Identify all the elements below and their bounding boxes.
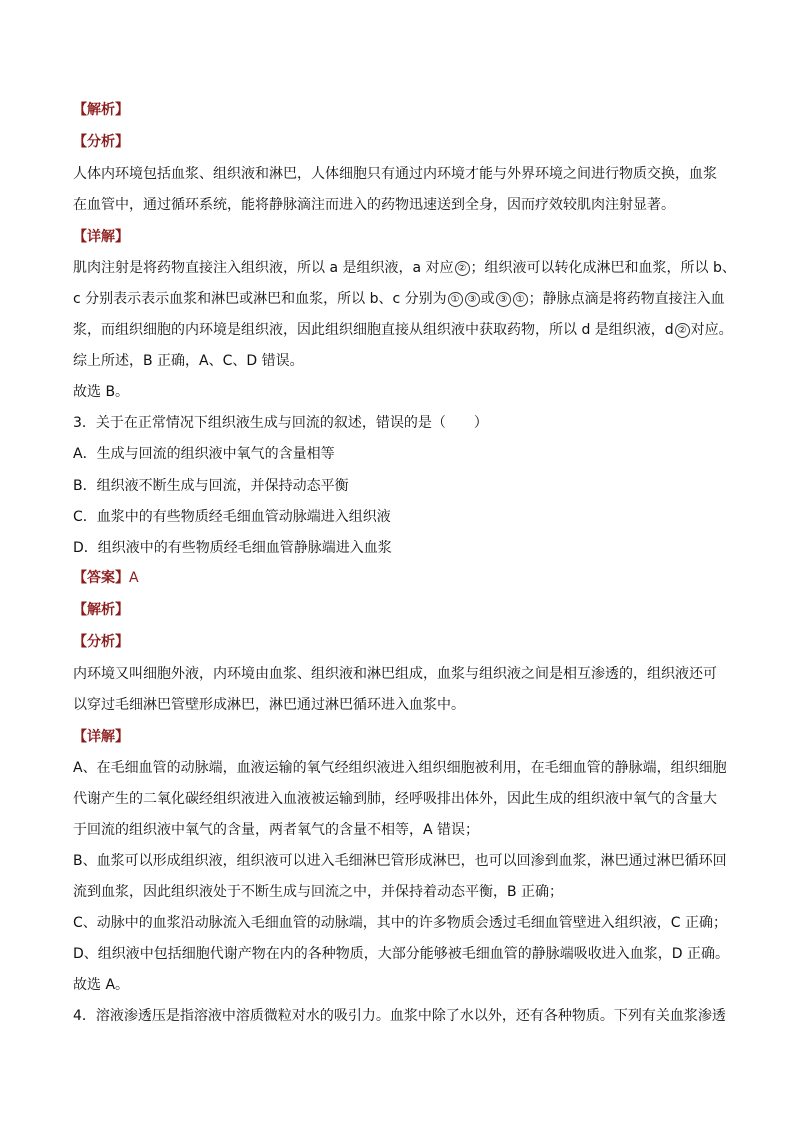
choice-line: 故选 B。 <box>73 384 130 400</box>
paragraph-line <box>73 259 736 277</box>
fenxi-heading: 【分析】 <box>73 134 129 150</box>
text-segment: ；组织液可以转化成淋巴和血浆，所以 b、 <box>470 260 736 276</box>
answer-value: A <box>129 570 139 586</box>
answer-heading: 【答案】 <box>73 570 129 586</box>
paragraph-line <box>73 290 733 308</box>
circled-number: ② <box>455 261 470 276</box>
option-c: C．血浆中的有些物质经毛细血管动脉端进入组织液 <box>73 509 391 525</box>
paragraph-line: 以穿过毛细淋巴管壁形成淋巴，淋巴通过淋巴循环进入血浆中。 <box>73 697 465 713</box>
text-segment: 或 <box>480 291 495 307</box>
question-stem: 3．关于在正常情况下组织液生成与回流的叙述，错误的是（ ） <box>73 415 488 431</box>
circled-number: ③ <box>465 292 480 307</box>
paragraph-line: 人体内环境包括血浆、组织液和淋巴，人体细胞只有通过内环境才能与外界环境之间进行物质交换，血浆 <box>73 166 717 182</box>
fenxi-heading: 【分析】 <box>73 634 129 650</box>
text-segment: ；静脉点滴是将药物直接注入血 <box>528 291 725 307</box>
circled-number: ② <box>675 323 690 338</box>
analysis-heading: 【解析】 <box>73 602 129 618</box>
option-a: A．生成与回流的组织液中氧气的含量相等 <box>73 446 335 462</box>
paragraph-line: B、血浆可以形成组织液，组织液可以进入毛细淋巴管形成淋巴，也可以回渗到血浆，淋巴通过淋巴循环回 <box>73 853 727 869</box>
option-b: B．组织液不断生成与回流，并保持动态平衡 <box>73 478 349 494</box>
text-segment: 肌肉注射是将药物直接注入组织液，所以 a 是组织液，a 对应 <box>73 260 454 276</box>
answer-line <box>73 569 733 587</box>
paragraph-line: D、组织液中包括细胞代谢产物在内的各种物质，大部分能够被毛细血管的静脉端吸收进入血浆，D 正确。 <box>73 946 730 962</box>
paragraph-line: A、在毛细血管的动脉端，血液运输的氧气经组织液进入组织细胞被利用，在毛细血管的静脉端，组织细胞 <box>73 760 727 776</box>
paragraph-line: 在血管中，通过循环系统，能将静脉滴注而进入的药物迅速送到全身，因而疗效较肌肉注射显著。 <box>73 197 675 213</box>
paragraph-line <box>73 321 733 339</box>
text-segment: 对应。 <box>690 322 733 338</box>
paragraph-line: 流到血浆，因此组织液处于不断生成与回流之中，并保持着动态平衡，B 正确； <box>73 884 564 900</box>
option-d: D．组织液中的有些物质经毛细血管静脉端进入血浆 <box>73 540 392 556</box>
xiangjie-heading: 【详解】 <box>73 729 129 745</box>
circled-number: ① <box>448 292 463 307</box>
analysis-heading: 【解析】 <box>73 102 129 118</box>
text-segment: c 分别表示表示血浆和淋巴或淋巴和血浆，所以 b、c 分别为 <box>73 291 447 307</box>
xiangjie-heading: 【详解】 <box>73 229 129 245</box>
question-stem: 4．溶液渗透压是指溶液中溶质微粒对水的吸引力。血浆中除了水以外，还有各种物质。下列有关血浆渗透 <box>73 1008 726 1024</box>
paragraph-line: 于回流的组织液中氧气的含量，两者氧气的含量不相等，A 错误； <box>73 822 480 838</box>
paragraph-line: 代谢产生的二氧化碳经组织液进入血液被运输到肺，经呼吸排出体外，因此生成的组织液中氧气的含量大 <box>73 791 717 807</box>
choice-line: 故选 A。 <box>73 977 130 993</box>
text-segment: 浆，而组织细胞的内环境是组织液，因此组织细胞直接从组织液中获取药物，所以 d 是组织液，d <box>73 322 674 338</box>
paragraph-line: C、动脉中的血浆沿动脉流入毛细血管的动脉端，其中的许多物质会透过毛细血管壁进入组织液，C 正确； <box>73 915 727 931</box>
paragraph-line: 综上所述，B 正确，A、C、D 错误。 <box>73 353 304 369</box>
circled-number: ③ <box>496 292 511 307</box>
circled-number: ① <box>513 292 528 307</box>
paragraph-line: 内环境又叫细胞外液，内环境由血浆、组织液和淋巴组成，血浆与组织液之间是相互渗透的，组织液还可 <box>73 666 717 682</box>
